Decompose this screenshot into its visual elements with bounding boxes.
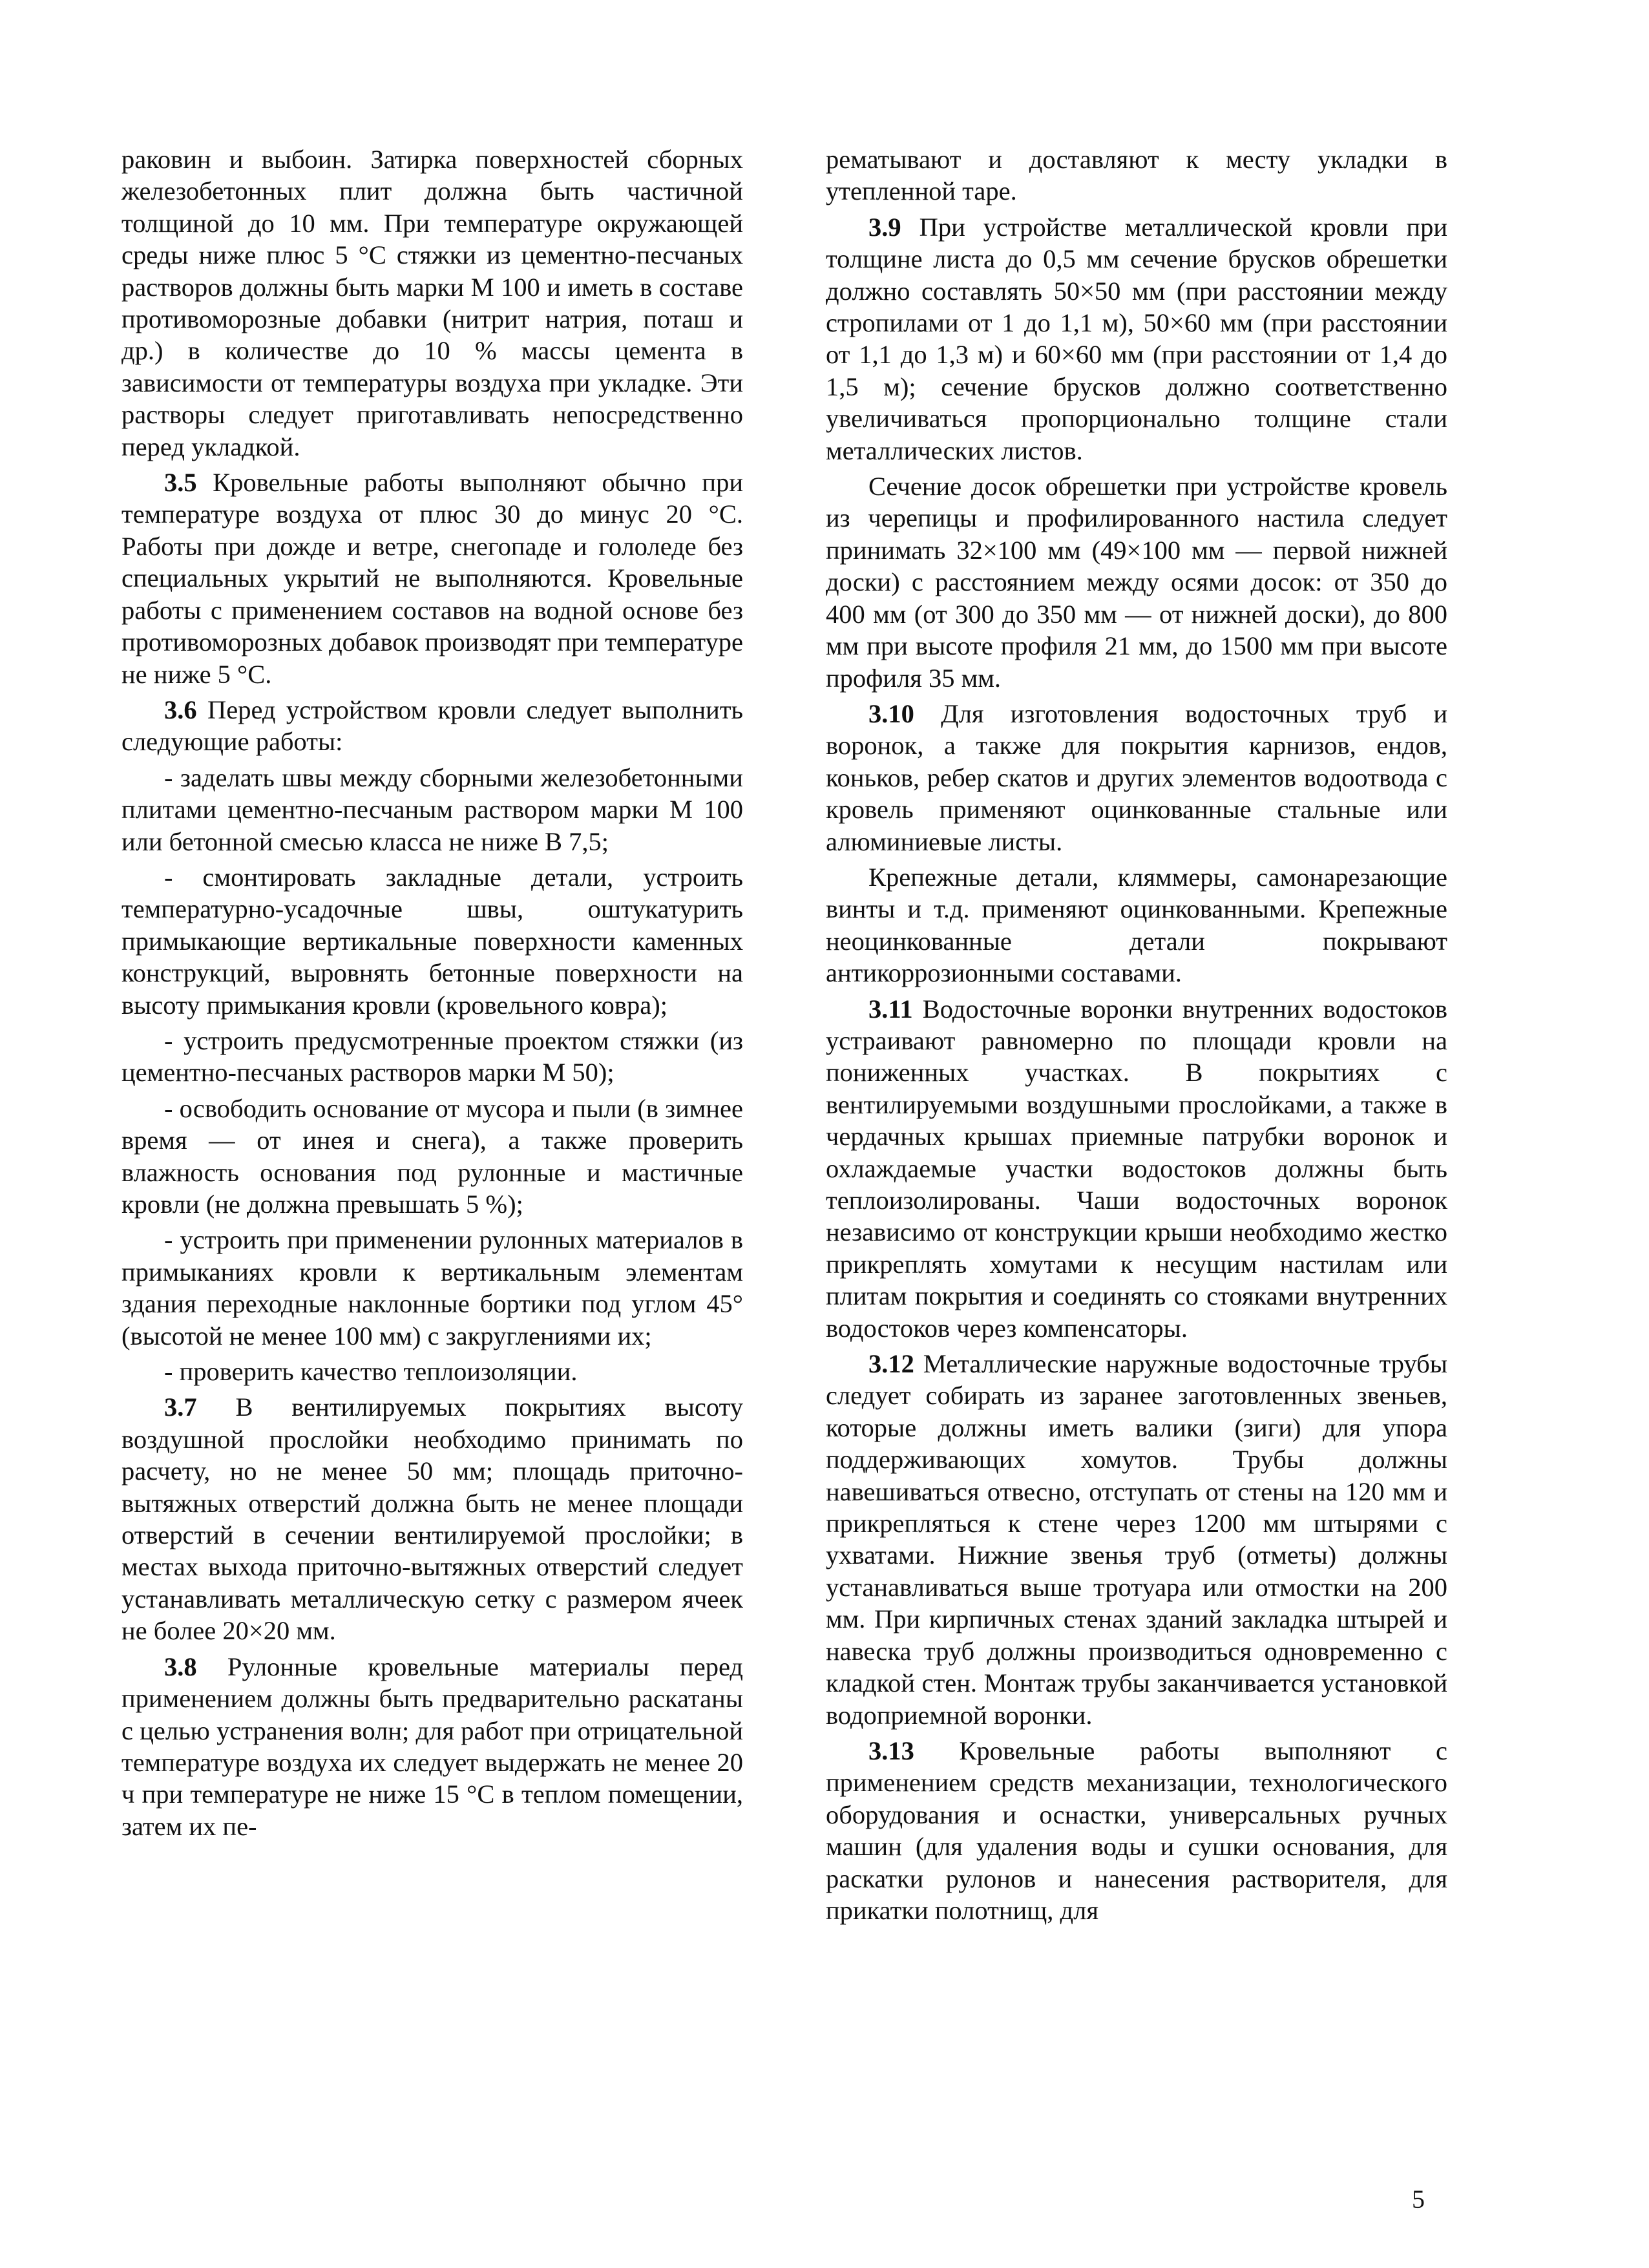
list-item: - освободить основание от мусора и пыли (в зимнее время — от инея и снега), а также проверить влажность основания под рулонные и мастичные кровли (не должна превышать 5 %);: [121, 1093, 743, 1219]
clause-3-6: 3.6 Перед устройством кровли следует выполнить следующие работы:: [121, 695, 743, 757]
clause-3-5: 3.5 Кровельные работы выполняют обычно при температуре воздуха от плюс 30 до минус 20 °С. Работы при дожде и ветре, снегопаде и гололеде без специальных укрытий не выполняются. Кровельные работы с применением составов на водной основе без противоморозных добавок производят при температуре не ниже 5 °С.: [121, 468, 743, 689]
clause-3-10: 3.10 Для изготовления водосточных труб и воронок, а также для покрытия карнизов, ендов, коньков, ребер скатов и других элементов водоотвода с кровель применяют оцинкованные стальные или алюминиевые листы.: [826, 698, 1447, 856]
clause-3-9: 3.9 При устройстве металлической кровли при толщине листа до 0,5 мм сечение брусков обрешетки должно составлять 50×50 мм (при расстоянии между стропилами от 1 до 1,1 м), 50×60 мм (при расстоянии от 1,1 до 1,3 м) и 60×60 мм (при расстоянии от 1,4 до 1,5 м); сечение брусков должно соответственно увеличиваться пропорционально толщине стали металлических листов.: [826, 212, 1447, 465]
clause-3-11: 3.11 Водосточные воронки внутренних водостоков устраивают равномерно по площади кровли на пониженных участках. В покрытиях с вентилируемыми воздушными прослойками, а также в чердачных крышах приемные патрубки воронок и охлаждаемые участки водостоков должны быть теплоизолированы. Чаши водосточных воронок независимо от конструкции крыши необходимо жестко прикреплять хомутами к несущим настилам или плитам покрытия и соединять со стояками внутренних водостоков через компенсаторы.: [826, 994, 1447, 1343]
paragraph: Сечение досок обрешетки при устройстве кровель из черепицы и профилированного настила следует принимать 32×100 мм (49×100 мм — первой нижней доски) с расстоянием между осями досок: от 350 до 400 мм (от 300 до 350 мм — от нижней доски), до 800 мм при высоте профиля 21 мм, до 1500 мм при высоте профиля 35 мм.: [826, 472, 1447, 693]
list-item: - устроить при применении рулонных материалов в примыканиях кровли к вертикальным элементам здания переходные наклонные бортики под углом 45° (высотой не менее 100 мм) с закруглениями их;: [121, 1225, 743, 1350]
clause-number: 3.10: [868, 698, 914, 728]
clause-number: 3.13: [868, 1736, 914, 1765]
list-item: - устроить предусмотренные проектом стяжки (из цементно-песчаных растворов марки М 50);: [121, 1025, 743, 1087]
list-item: - смонтировать закладные детали, устроить температурно-усадочные швы, оштукатурить примыкающие вертикальные поверхности каменных конструкций, выровнять бетонные поверхности на высоту примыкания кровли (кровельного ковра);: [121, 862, 743, 1020]
paragraph-continuation: рематывают и доставляют к месту укладки в утепленной таре.: [826, 145, 1447, 206]
clause-number: 3.5: [164, 468, 197, 498]
clause-number: 3.7: [164, 1392, 197, 1422]
page-number: 5: [1412, 2185, 1425, 2214]
left-column: [121, 143, 743, 1842]
right-column: [826, 143, 1447, 1926]
clause-3-7: 3.7 В вентилируемых покрытиях высоту воздушной прослойки необходимо принимать по расчету, но не менее 50 мм; площадь приточно-вытяжных отверстий должна быть не менее площади отверстий в сечении вентилируемой прослойки; в местах выхода приточно-вытяжных отверстий следует устанавливать металлическую сетку с размером ячеек не более 20×20 мм.: [121, 1392, 743, 1646]
clause-3-8: 3.8 Рулонные кровельные материалы перед применением должны быть предварительно раскатаны с целью устранения волн; для работ при отрицательной температуре воздуха их следует выдержать не менее 20 ч при температуре не ниже 15 °С в теплом помещении, затем их пе-: [121, 1652, 743, 1841]
paragraph: Крепежные детали, кляммеры, самонарезающие винты и т.д. применяют оцинкованными. Крепежные неоцинкованные детали покрывают антикоррозионными составами.: [826, 862, 1447, 988]
list-item: - проверить качество теплоизоляции.: [164, 1357, 578, 1387]
list-item: - заделать швы между сборными железобетонными плитами цементно-песчаным раствором марки М 100 или бетонной смесью класса не ниже В 7,5;: [121, 762, 743, 856]
clause-number: 3.12: [868, 1349, 914, 1379]
clause-number: 3.11: [868, 994, 913, 1024]
clause-3-13: 3.13 Кровельные работы выполняют с применением средств механизации, технологического оборудования и оснастки, универсальных ручных машин (для удаления воды и сушки основания, для раскатки рулонов и нанесения растворителя, для прикатки полотнищ, для: [826, 1736, 1447, 1925]
clause-number: 3.9: [868, 212, 901, 242]
clause-number: 3.8: [164, 1652, 197, 1681]
paragraph-continuation: раковин и выбоин. Затирка поверхностей сборных железобетонных плит должна быть частичной толщиной до 10 мм. При температуре окружающей среды ниже плюс 5 °С стяжки из цементно-песчаных растворов должны быть марки М 100 и иметь в составе противоморозные добавки (нитрит натрия, поташ и др.) в количестве до 10 % массы цемента в зависимости от температуры воздуха при укладке. Эти растворы следует приготавливать непосредственно перед укладкой.: [121, 145, 743, 461]
clause-number: 3.6: [164, 695, 197, 724]
clause-3-12: 3.12 Металлические наружные водосточные трубы следует собирать из заранее заготовленных звеньев, которые должны иметь валики (зиги) для упора поддерживающих хомутов. Трубы должны навешиваться отвесно, отступать от стены на 120 мм и прикрепляться к стене через 1200 мм штырями с ухватами. Нижние звенья труб (отметы) должны устанавливаться выше тротуара или отмостки на 200 мм. При кирпичных стенах зданий закладка штырей и навеска труб должны производиться одновременно с кладкой стен. Монтаж трубы заканчивается установкой водоприемной воронки.: [826, 1349, 1447, 1730]
